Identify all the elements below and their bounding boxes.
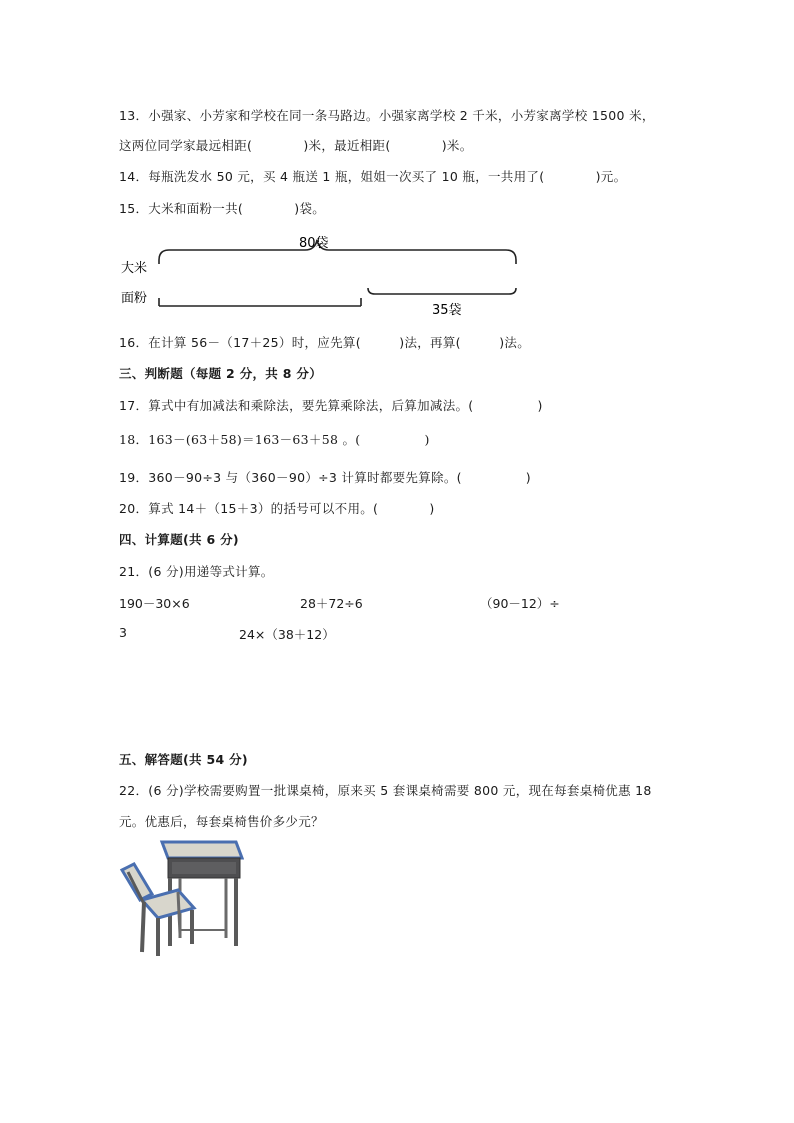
segment-diagram: [119, 228, 539, 323]
total-label: 80袋: [299, 236, 329, 251]
diff-label: 35袋: [432, 303, 462, 318]
rice-label: 大米: [121, 261, 148, 276]
q21: 21．(6 分)用递等式计算。: [119, 564, 274, 579]
q15: 15．大米和面粉一共( )袋。: [119, 201, 326, 216]
section5-heading: 五、解答题(共 54 分): [119, 752, 248, 767]
calc-4: 24×（38＋12）: [239, 627, 335, 642]
q14: 14．每瓶洗发水 50 元，买 4 瓶送 1 瓶，姐姐一次买了 10 瓶，一共用了( )元。: [119, 169, 627, 184]
q13-line1: 13．小强家、小芳家和学校在同一条马路边。小强家离学校 2 千米，小芳家离学校 1500 米，: [119, 108, 655, 123]
diff-brace: [368, 288, 516, 294]
q22-line2: 元。优惠后，每套桌椅售价多少元？: [119, 814, 324, 829]
calc-3-cont: 3: [119, 625, 127, 640]
q17: 17．算式中有加减法和乘除法，要先算乘除法，后算加减法。( ): [119, 398, 543, 413]
q18: 18．163－(63＋58)＝163－63＋58 。( ): [119, 432, 430, 447]
q22-line1: 22．(6 分)学校需要购置一批课桌椅，原来买 5 套课桌椅需要 800 元，现在每套桌椅优惠 18: [119, 783, 652, 798]
calc-3: （90－12）÷: [480, 596, 560, 611]
segment-diagram-svg: [119, 228, 539, 323]
q16: 16．在计算 56－（17＋25）时，应先算( )法，再算( )法。: [119, 335, 531, 350]
calc-1: 190－30×6: [119, 596, 190, 611]
q13-line2: 这两位同学家最远相距( )米，最近相距( )米。: [119, 138, 473, 153]
q20: 20．算式 14＋（15＋3）的括号可以不用。( ): [119, 501, 435, 516]
desk-chair-image: [118, 834, 244, 958]
calc-2: 28＋72÷6: [300, 596, 363, 611]
q19: 19．360－90÷3 与（360－90）÷3 计算时都要先算除。( ): [119, 470, 531, 485]
section3-heading: 三、判断题（每题 2 分，共 8 分）: [119, 366, 323, 381]
total-brace: [159, 240, 516, 260]
section4-heading: 四、计算题(共 6 分): [119, 532, 239, 547]
flour-label: 面粉: [121, 291, 148, 306]
desk-chair-icon: [118, 834, 244, 958]
